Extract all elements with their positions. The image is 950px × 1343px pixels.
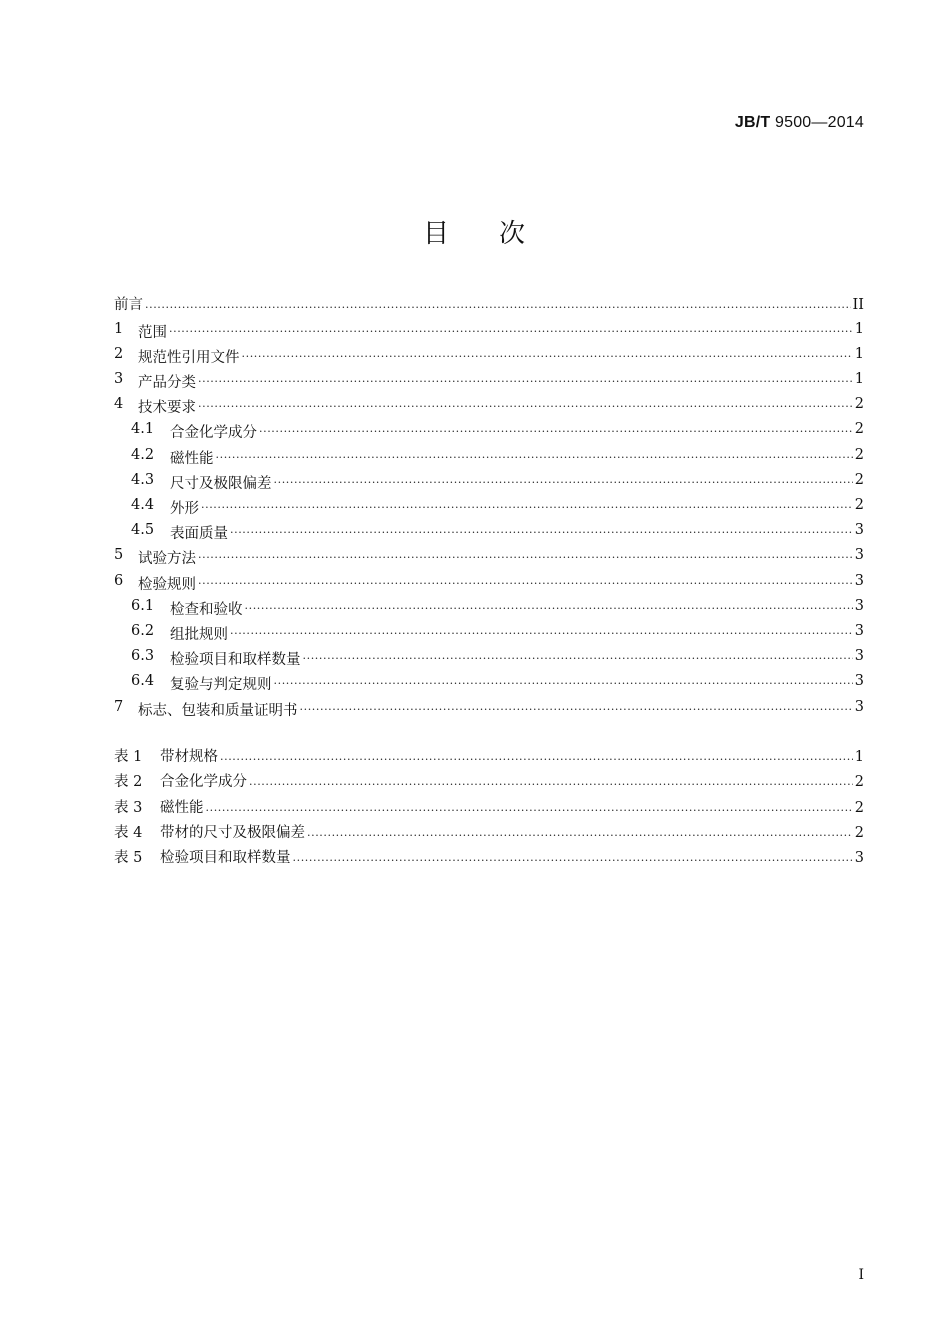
- toc-entry-title: 磁性能: [160, 799, 204, 816]
- dot-leader: [145, 295, 851, 310]
- toc-entry-number: 表 2: [114, 774, 143, 791]
- toc-entry-page: 3: [854, 698, 864, 715]
- toc-entry-page: 2: [854, 824, 864, 841]
- toc-sections: [114, 293, 864, 721]
- dot-leader: [230, 620, 853, 635]
- dot-leader: [274, 671, 853, 686]
- toc-entry-label: [114, 396, 196, 417]
- toc-table-entry[interactable]: [114, 821, 864, 846]
- toc-entry-page: 1: [854, 320, 864, 337]
- standard-code: [735, 114, 864, 132]
- toc-entry[interactable]: [114, 343, 864, 368]
- standard-code-number: 9500—2014: [775, 114, 864, 131]
- toc-entry-label: [114, 447, 214, 468]
- toc-entry-title: 标志、包装和质量证明书: [138, 702, 298, 719]
- toc-entry-page: 3: [854, 522, 864, 539]
- toc-entry[interactable]: [114, 495, 864, 520]
- toc-entry-title: 磁性能: [170, 450, 214, 467]
- toc-entry-number: 1: [114, 320, 124, 337]
- toc-entry-number: 6.2: [131, 622, 155, 639]
- dot-leader: [169, 318, 853, 333]
- toc-entry[interactable]: [114, 419, 864, 444]
- dot-leader: [300, 696, 853, 711]
- toc-entry-title: 规范性引用文件: [138, 349, 240, 366]
- toc-entry-label: [114, 547, 196, 568]
- toc-entry-page: 2: [854, 774, 864, 791]
- toc-entry-page: 3: [854, 648, 864, 665]
- dot-leader: [242, 343, 853, 358]
- toc-entry-label: [114, 472, 272, 493]
- toc-entry-number: 4.4: [131, 497, 155, 513]
- toc-entry-number: 3: [114, 371, 124, 388]
- toc-entry-label: [114, 346, 240, 367]
- toc-entry-label: [114, 321, 167, 342]
- toc-entry[interactable]: [114, 696, 864, 721]
- toc-entry[interactable]: [114, 620, 864, 645]
- toc-entry[interactable]: [114, 318, 864, 343]
- page-title-char-2: 次: [499, 219, 528, 249]
- toc-entry-page: 3: [854, 597, 864, 614]
- toc-entry-title: 前言: [114, 297, 143, 313]
- toc-entry-page: 2: [854, 421, 864, 438]
- toc-entry[interactable]: [114, 671, 864, 696]
- toc-entry[interactable]: [114, 595, 864, 620]
- toc-entry-label: [114, 623, 228, 644]
- dot-leader: [230, 520, 853, 535]
- toc-entry-label: [114, 598, 243, 619]
- toc-entry[interactable]: [114, 369, 864, 394]
- page-title-char-1: 目: [422, 219, 451, 249]
- toc-entry-page: 2: [854, 799, 864, 816]
- dot-leader: [198, 545, 853, 560]
- toc-entry[interactable]: [114, 545, 864, 570]
- toc-entry-page: 3: [854, 547, 864, 564]
- dot-leader: [293, 847, 853, 862]
- toc-entry[interactable]: [114, 469, 864, 494]
- dot-leader: [307, 822, 853, 837]
- toc-entry-title: 检验项目和取样数量: [170, 652, 301, 669]
- toc-entry-label: [114, 648, 301, 669]
- toc-entry-title: 产品分类: [138, 375, 196, 392]
- toc-entry-number: 5: [114, 547, 124, 564]
- toc-table-entry[interactable]: [114, 745, 864, 770]
- toc-entry-number: 4.1: [131, 421, 155, 438]
- toc-entry-title: 带材的尺寸及极限偏差: [160, 824, 305, 841]
- dot-leader: [198, 570, 853, 585]
- page-title: [0, 213, 950, 250]
- toc-entry[interactable]: [114, 520, 864, 545]
- toc-entry-title: 合金化学成分: [170, 425, 257, 442]
- toc-entry-number: 6.1: [131, 597, 155, 614]
- toc-entry-title: 检验项目和取样数量: [160, 849, 291, 866]
- toc-table-entry[interactable]: [114, 770, 864, 795]
- toc-entry-label: [114, 699, 298, 720]
- toc-entry-title: 外形: [170, 501, 199, 517]
- toc-entry-title: 试验方法: [138, 551, 196, 568]
- toc-entry-label: [114, 573, 196, 594]
- toc-entry-number: 6: [114, 572, 124, 589]
- toc-entry-page: II: [852, 297, 864, 313]
- dot-leader: [206, 797, 853, 812]
- toc-entry-label: [114, 497, 199, 518]
- dot-leader: [245, 595, 853, 610]
- toc-entry-number: 4: [114, 396, 124, 413]
- toc-entry-title: 范围: [138, 324, 167, 341]
- standard-code-prefix: JB/T: [734, 114, 771, 131]
- toc-entry-number: 表 4: [114, 824, 143, 841]
- dot-leader: [198, 394, 853, 409]
- toc-entry-label: [114, 673, 272, 694]
- toc-entry-number: 4.5: [131, 522, 155, 539]
- toc-entry-page: 3: [854, 572, 864, 589]
- toc-entry-label: [114, 796, 204, 817]
- dot-leader: [249, 772, 853, 787]
- toc-entry-number: 4.2: [131, 446, 155, 463]
- toc-entry-title: 技术要求: [138, 400, 196, 417]
- toc-table-entry[interactable]: [114, 846, 864, 871]
- toc-entry-number: 6.3: [131, 648, 155, 665]
- toc-entry-title: 检查和验收: [170, 601, 243, 618]
- toc-entry-label: [114, 846, 291, 867]
- toc-entry-label: [114, 522, 228, 543]
- toc-entry-number: 2: [114, 345, 124, 362]
- toc-entry-page: 3: [854, 622, 864, 639]
- toc-entry-title: 组批规则: [170, 626, 228, 643]
- toc-entry[interactable]: [114, 646, 864, 671]
- dot-leader: [198, 369, 853, 384]
- toc-entry-page: 1: [854, 371, 864, 388]
- toc-entry-page: 1: [854, 749, 864, 766]
- toc-entry-page: 3: [854, 849, 864, 866]
- dot-leader: [216, 444, 853, 459]
- toc-entry-page: 2: [854, 396, 864, 413]
- dot-leader: [201, 495, 853, 510]
- toc-entry-label: [114, 770, 247, 791]
- toc-entry[interactable]: [114, 293, 864, 318]
- toc-entry-label: [114, 293, 143, 314]
- toc-entry-page: 2: [854, 497, 864, 513]
- toc-entry[interactable]: [114, 570, 864, 595]
- toc-entry-title: 尺寸及极限偏差: [170, 475, 272, 492]
- toc-entry-number: 6.4: [131, 673, 155, 690]
- toc-entry-page: 2: [854, 471, 864, 488]
- toc-entry-label: [114, 371, 196, 392]
- dot-leader: [303, 646, 853, 661]
- toc-table-entry[interactable]: [114, 796, 864, 821]
- toc-entry-title: 带材规格: [160, 749, 218, 766]
- toc-entry-number: 表 1: [114, 749, 143, 766]
- toc-entry-title: 检验规则: [138, 576, 196, 593]
- toc-entry-label: [114, 745, 218, 766]
- toc-entry-page: 3: [854, 673, 864, 690]
- dot-leader: [274, 469, 853, 484]
- toc-entry[interactable]: [114, 394, 864, 419]
- table-of-contents: [114, 293, 864, 871]
- page-number: I: [858, 1267, 864, 1283]
- toc-entry-label: [114, 821, 305, 842]
- dot-leader: [220, 747, 853, 762]
- toc-entry-number: 4.3: [131, 471, 155, 488]
- toc-entry-number: 表 3: [114, 799, 143, 816]
- toc-tables: [114, 745, 864, 871]
- toc-entry-number: 7: [114, 698, 124, 715]
- toc-entry-page: 1: [854, 345, 864, 362]
- dot-leader: [259, 419, 853, 434]
- toc-entry-label: [114, 421, 257, 442]
- toc-entry-title: 合金化学成分: [160, 774, 247, 791]
- toc-entry-number: 表 5: [114, 849, 143, 866]
- toc-entry-title: 复验与判定规则: [170, 677, 272, 694]
- toc-entry-page: 2: [854, 446, 864, 463]
- toc-entry[interactable]: [114, 444, 864, 469]
- toc-entry-title: 表面质量: [170, 526, 228, 543]
